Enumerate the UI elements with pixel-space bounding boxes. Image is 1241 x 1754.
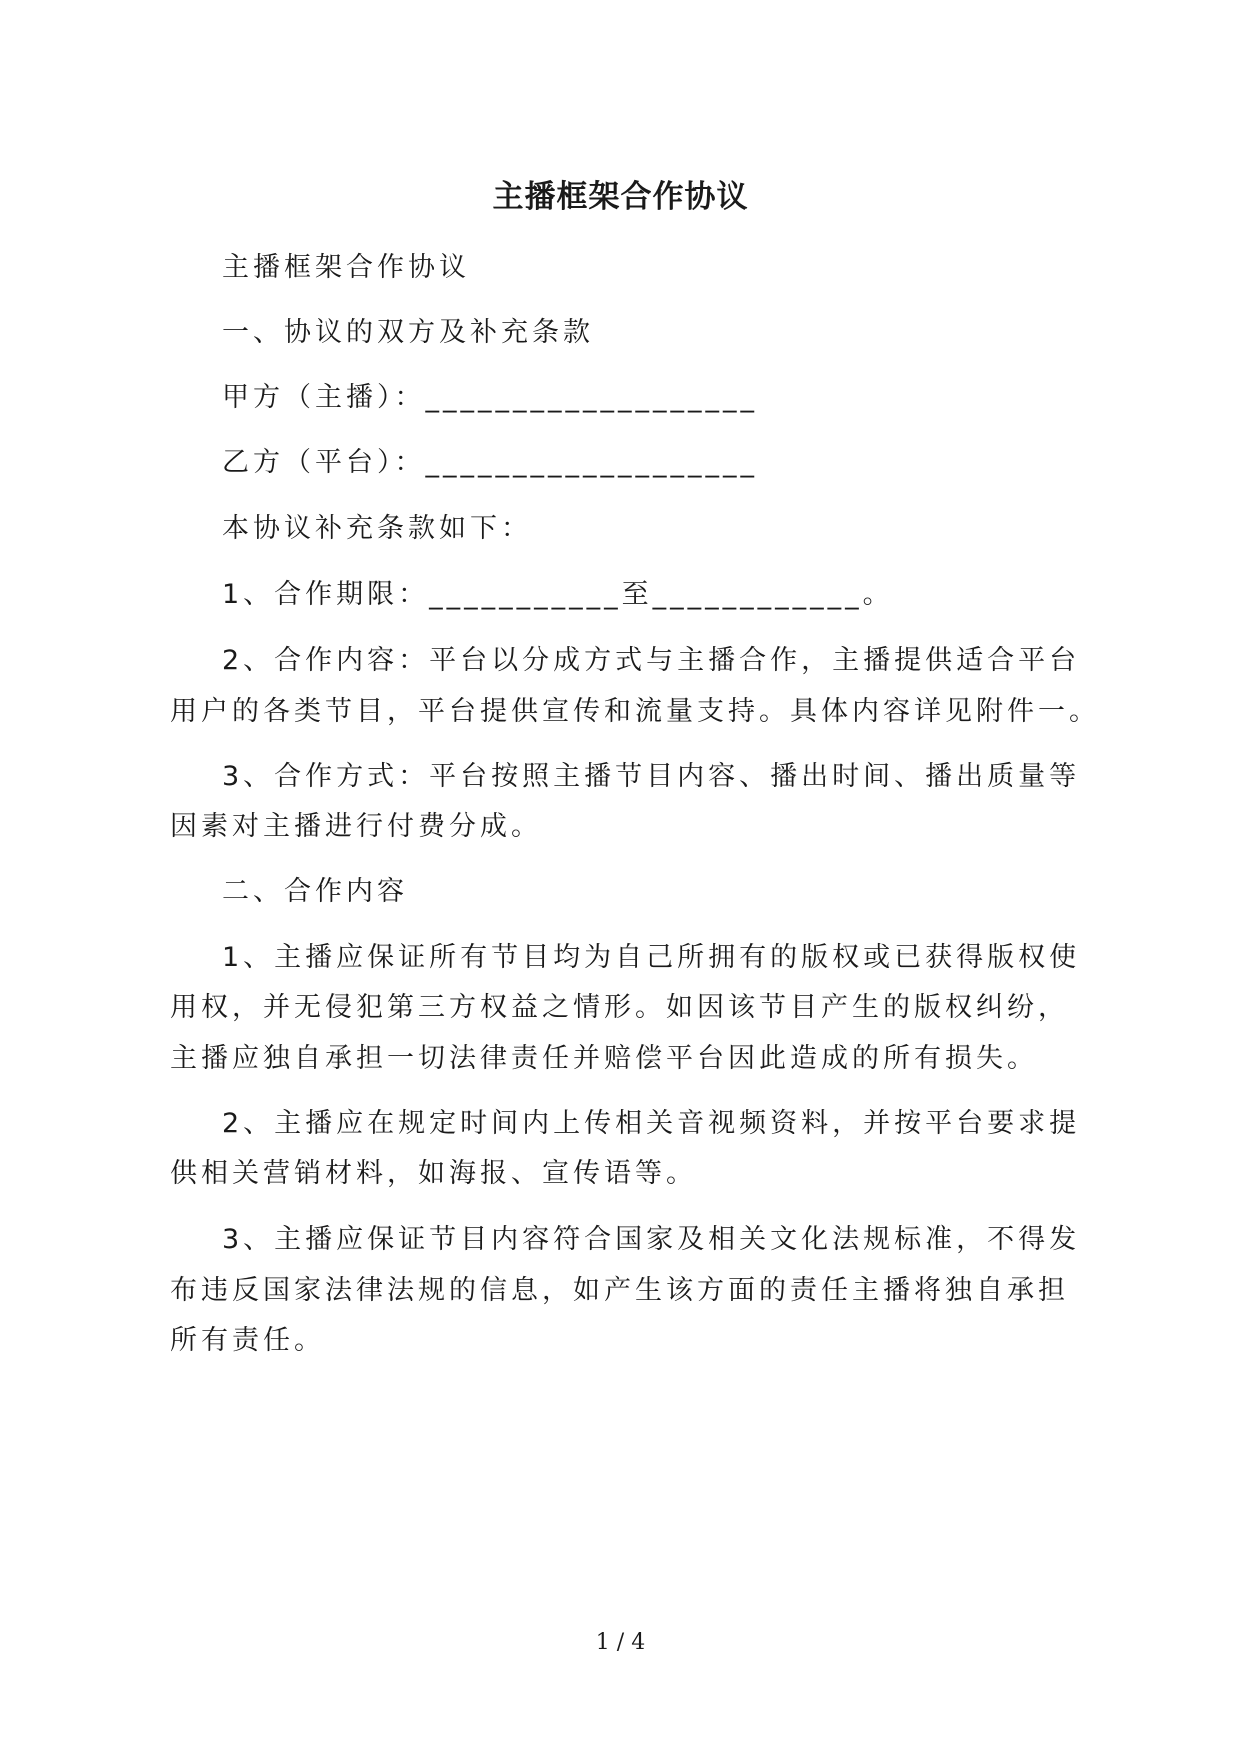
- cooperation-method-line2: 因素对主播进行付费分成。: [170, 811, 542, 842]
- clause3-line3: 所有责任。: [170, 1325, 325, 1356]
- cooperation-content-line2: 用户的各类节目，平台提供宣传和流量支持。具体内容详见附件一。: [170, 696, 1100, 727]
- cooperation-method-line1: 3、合作方式：平台按照主播节目内容、播出时间、播出质量等: [222, 761, 1081, 792]
- page-title: 主播框架合作协议: [492, 179, 749, 215]
- clause1-line3: 主播应独自承担一切法律责任并赔偿平台因此造成的所有损失。: [170, 1043, 1038, 1074]
- clause2-line1: 2、主播应在规定时间内上传相关音视频资料，并按平台要求提: [222, 1108, 1081, 1139]
- cooperation-content-line1: 2、合作内容：平台以分成方式与主播合作，主播提供适合平台: [222, 645, 1081, 676]
- section1-heading: 一、协议的双方及补充条款: [222, 317, 594, 348]
- clause3-line1: 3、主播应保证节目内容符合国家及相关文化法规标准，不得发: [222, 1224, 1081, 1255]
- cooperation-period: 1、合作期限：___________至____________。: [222, 579, 894, 610]
- supplementary-intro: 本协议补充条款如下：: [222, 513, 532, 544]
- party-b-line: 乙方（平台）：___________________: [222, 447, 758, 478]
- clause3-line2: 布违反国家法律法规的信息，如产生该方面的责任主播将独自承担: [170, 1275, 1069, 1306]
- party-a-line: 甲方（主播）：___________________: [222, 382, 758, 413]
- subtitle: 主播框架合作协议: [222, 252, 470, 283]
- clause1-line1: 1、主播应保证所有节目均为自己所拥有的版权或已获得版权使: [222, 942, 1081, 973]
- clause1-line2: 用权，并无侵犯第三方权益之情形。如因该节目产生的版权纠纷，: [170, 992, 1069, 1023]
- clause2-line2: 供相关营销材料，如海报、宣传语等。: [170, 1158, 697, 1189]
- section2-heading: 二、合作内容: [222, 876, 408, 907]
- page-number: 1 / 4: [595, 1630, 646, 1655]
